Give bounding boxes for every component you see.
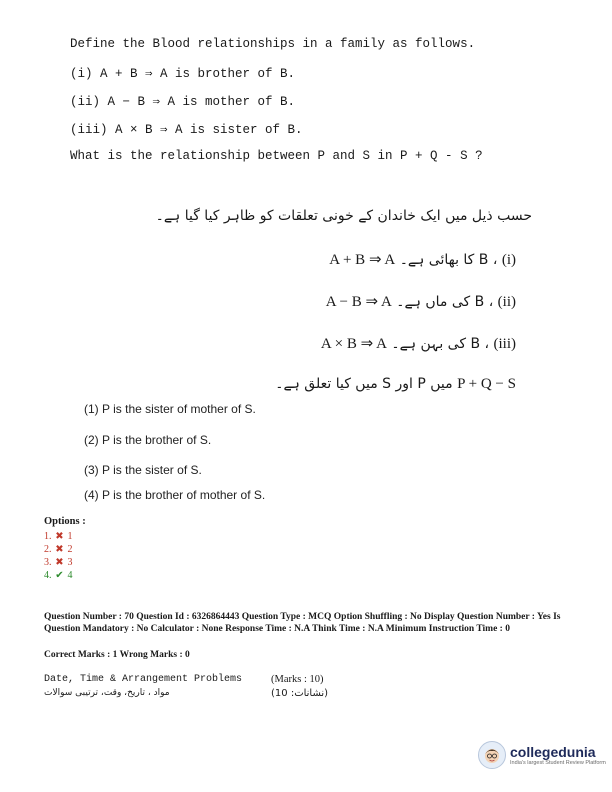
check-icon: ✔ bbox=[55, 570, 64, 581]
option-number: 1. bbox=[44, 531, 52, 542]
options-list bbox=[44, 530, 73, 582]
marks-meta: Correct Marks : 1 Wrong Marks : 0 bbox=[44, 650, 190, 660]
urdu-def-eq: A + B ⇒ A bbox=[329, 252, 396, 268]
cross-icon: ✖ bbox=[55, 531, 64, 542]
cross-icon: ✖ bbox=[55, 544, 64, 555]
urdu-question-ask bbox=[216, 376, 516, 393]
logo-tagline: India's largest Student Review Platform bbox=[510, 760, 606, 766]
urdu-definition-2 bbox=[216, 292, 516, 311]
option-item-2 bbox=[44, 543, 73, 556]
option-number: 3. bbox=[44, 557, 52, 568]
option-item-3 bbox=[44, 556, 73, 569]
choice-3: (3) P is the sister of S. bbox=[84, 463, 202, 477]
collegedunia-logo bbox=[478, 741, 606, 769]
urdu-ask-text: میں P اور S میں کیا تعلق ہے۔ bbox=[275, 376, 453, 392]
choice-2: (2) P is the brother of S. bbox=[84, 433, 212, 447]
section-marks-urdu: (نشانات: 10) bbox=[271, 688, 329, 699]
urdu-def-text: ، B کی بہن ہے۔ bbox=[391, 336, 490, 352]
choice-1: (1) P is the sister of mother of S. bbox=[84, 402, 256, 416]
options-label: Options : bbox=[44, 516, 86, 527]
definition-2: (ii) A − B ⇒ A is mother of B. bbox=[70, 95, 296, 109]
urdu-def-text: ، B کا بھائی ہے۔ bbox=[399, 252, 498, 268]
urdu-ask-eq: P + Q − S bbox=[457, 376, 516, 392]
section-marks: (Marks : 10) bbox=[271, 674, 324, 685]
option-item-1 bbox=[44, 530, 73, 543]
question-meta: Question Number : 70 Question Id : 6326864443 Question Type : MCQ Option Shuffling : No Display Question Number : Yes Is Question Mandatory : No Calculator : None Response Time : N.A Think Time : N.A Minimum Instruction Time : 0 bbox=[44, 612, 561, 634]
urdu-def-num: (iii) bbox=[493, 336, 516, 352]
urdu-def-eq: A × B ⇒ A bbox=[320, 336, 387, 352]
option-number: 2. bbox=[44, 544, 52, 555]
urdu-def-num: (ii) bbox=[497, 294, 516, 310]
section-title: Date, Time & Arrangement Problems bbox=[44, 674, 243, 685]
urdu-def-num: (i) bbox=[501, 252, 516, 268]
urdu-def-eq: A − B ⇒ A bbox=[325, 294, 392, 310]
definition-1: (i) A + B ⇒ A is brother of B. bbox=[70, 67, 296, 81]
urdu-intro: حسب ذیل میں ایک خاندان کے خونی تعلقات کو ظاہر کیا گیا ہے۔ bbox=[155, 208, 532, 224]
cross-icon: ✖ bbox=[55, 557, 64, 568]
option-value: 3 bbox=[67, 557, 73, 568]
section-title-urdu: مواد ، تاریخ، وقت، ترتیبی سوالات bbox=[44, 688, 170, 698]
choice-4: (4) P is the brother of mother of S. bbox=[84, 488, 266, 502]
student-mascot-icon bbox=[478, 741, 506, 769]
option-value: 2 bbox=[67, 544, 73, 555]
option-value: 1 bbox=[67, 531, 73, 542]
urdu-definition-1 bbox=[216, 250, 516, 269]
urdu-def-text: ، B کی ماں ہے۔ bbox=[396, 294, 494, 310]
logo-wordmark: collegedunia bbox=[510, 744, 596, 760]
definition-3: (iii) A × B ⇒ A is sister of B. bbox=[70, 123, 303, 137]
urdu-definition-3 bbox=[216, 334, 516, 353]
question-ask: What is the relationship between P and S in P + Q - S ? bbox=[70, 149, 483, 163]
question-intro: Define the Blood relationships in a family as follows. bbox=[70, 37, 476, 51]
option-value: 4 bbox=[67, 570, 73, 581]
option-number: 4. bbox=[44, 570, 52, 581]
option-item-4 bbox=[44, 569, 73, 582]
